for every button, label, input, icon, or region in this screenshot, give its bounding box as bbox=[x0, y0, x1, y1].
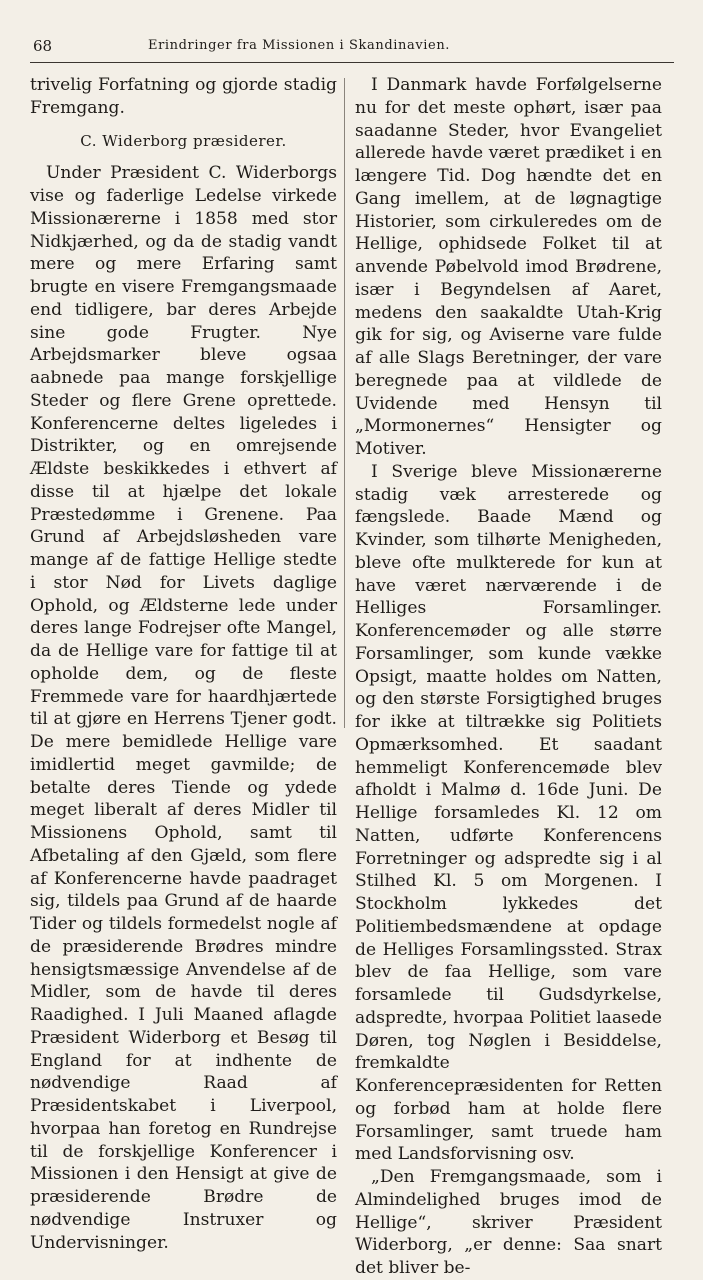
section-heading: C. Widerborg præsiderer. bbox=[80, 131, 287, 150]
page-number: 68 bbox=[33, 37, 53, 55]
paragraph: Under Præsident C. Widerborgs vise og faderlige Ledelse virkede Missionærerne i 1858 med stor Nidkjærhed, og da de stadig vandt mere og mere Erfaring samt brugte en visere Fremgangsmaade end tidligere, bar deres Arbejde sine gode Frugter. Nye Arbejdsmarker bleve ogsaa aabnede paa mange forskjellige Steder og flere Grene oprettede. Konferencerne deltes ligeledes i Distrikter, og en omrejsende Ældste beskikkedes i ethvert af disse til at hjælpe det lokale Præstedømme i Grenene. Paa Grund af Arbejdsløsheden vare mange af de fattige Hellige stedte i stor Nød for Livets daglige Ophold, og Ældsterne lede under deres lange Fodrejser ofte Mangel, da de Hellige vare for fattige til at opholde dem, og de fleste Fremmede vare for haardhjærtede til at gjøre en Herrens Tjener godt. De mere bemidlede Hellige vare imidlertid meget gavmilde; de betalte deres Tiende og ydede meget liberalt af deres Midler til Missionens Ophold, samt til Afbetaling af den Gjæld, som flere af Konferencerne havde paadraget sig, tildels paa Grund af de haarde Tider og tildels formedelst nogle af de præsiderende Brødres mindre hensigtsmæssige Anvendelse af de Midler, som de havde til deres Raadighed. I Juli Maaned aflagde Præsident Widerborg et Besøg til England for at indhente de nødvendige Raad af Præsidentskabet i Liverpool, hvorpaa han foretog en Rundrejse til de forskjellige Konferencer i Missionen i den Hensigt at give de præsiderende Brødre de nødvendige Instruxer og Undervisninger. bbox=[30, 163, 337, 1253]
paragraph: „Den Fremgangsmaade, som i Almindelighed bruges imod de Hellige“, skriver Præsident Widerborg, „er denne: Saa snart det bliver be- bbox=[355, 1167, 662, 1278]
paragraph: I Sverige bleve Missionærerne stadig væk arresterede og fængslede. Baade Mænd og Kvinder, som tilhørte Menigheden, bleve ofte mulkterede for kun at have været nærværende i de Helliges Forsamlinger. Konferencemøder og alle større Forsamlinger, som kunde vække Opsigt, maatte holdes om Natten, og den største Forsigtighed bruges for ikke at tiltrække sig Politiets Opmærksomhed. Et saadant hemmeligt Konferencemøde blev afholdt i Malmø d. 16de Juni. De Hellige forsamledes Kl. 12 om Natten, udførte Konferencens Forretninger og adspredte sig i al Stilhed Kl. 5 om Morgenen. I Stockholm lykkedes det Politiembedsmændene at opdage de Helliges Forsamlingssted. Strax blev de faa Hellige, som vare forsamlede til Gudsdyrkelse, adspredte, hvorpaa Politiet laasede Døren, tog Nøglen i Besiddelse, fremkaldte Konferencepræsidenten for Retten og forbød ham at holde flere Forsamlinger, samt truede ham med Landsforvisning osv. bbox=[355, 461, 662, 1165]
paragraph: trivelig Forfatning og gjorde stadig Fremgang. bbox=[30, 75, 337, 118]
column-divider bbox=[344, 78, 345, 728]
header-rule bbox=[30, 62, 674, 63]
paragraph: I Danmark havde Forfølgelserne nu for det meste ophørt, især paa saadanne Steder, hvor Evangeliet allerede havde været prædiket i en længere Tid. Dog hændte det en Gang imellem, at de løgnagtige Historier, som cirkuleredes om de Hellige, ophidsede Folket til at anvende Pøbelvold imod Brødrene, især i Begyndelsen af Aaret, medens den saakaldte Utah-Krig gik for sig, og Aviserne vare fulde af alle Slags Beretninger, der vare beregnede paa at vildlede de Uvidende med Hensyn til „Mormonernes“ Hensigter og Motiver. bbox=[355, 75, 662, 459]
running-title: Erindringer fra Missionen i Skandinavien. bbox=[148, 38, 451, 53]
right-column bbox=[355, 74, 662, 1280]
running-header bbox=[0, 31, 703, 59]
left-column bbox=[30, 74, 337, 1254]
